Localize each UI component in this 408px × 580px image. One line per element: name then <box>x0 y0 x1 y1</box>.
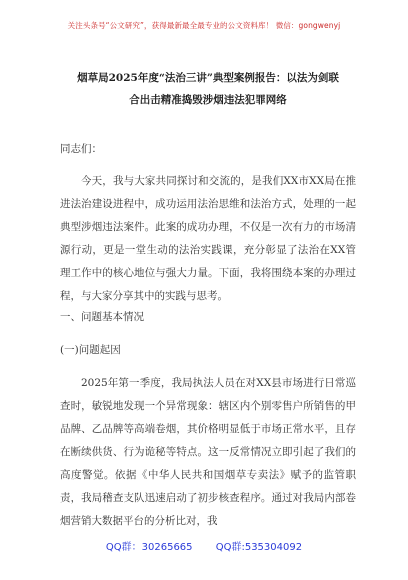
document-title-line-1: 烟草局2025年度“法治三讲”典型案例报告：以法为剑联 <box>77 72 339 84</box>
paragraph-intro: 今天，我与大家共同探讨和交流的，是我们XX市XX局在推进法治建设进程中，成功运用法治思维和法治方式，处理的一起典型涉烟违法案件。此案的成功办理，不仅是一次有力的市场清源行动，更是一堂生动的法治实践课，充分彰显了法治在XX管理工作中的核心地位与强大力量。下面，我将围绕本案的办理过程，与大家分享其中的实践与思考。 <box>60 175 356 302</box>
paragraph-problem-cause: 2025年第一季度，我局执法人员在对XX县市场进行日常巡查时，敏锐地发现一个异常现象：辖区内个别零售户所销售的甲品牌、乙品牌等高端卷烟，其价格明显低于市场正常水平，且存在断续供货、行为诡秘等特点。这一反常情况立即引起了我们的高度警觉。依据《中华人民共和国烟草专卖法》赋予的监管职责，我局稽查支队迅速启动了初步核查程序。通过对我局内部卷烟营销大数据平台的分析比对，我 <box>60 377 356 527</box>
greeting: 同志们： <box>60 143 102 155</box>
document-title-line-2: 合出击精准捣毁涉烟违法犯罪网络 <box>129 94 287 106</box>
footer-qq-group-1: QQ群：30265665 <box>105 542 193 553</box>
section-heading: 一、问题基本情况 <box>60 311 144 323</box>
subsection-heading: (一)问题起因 <box>60 344 121 356</box>
footer <box>0 538 408 553</box>
footer-qq-group-2: QQ群:535304092 <box>215 542 303 553</box>
header-banner: 关注头条号“公文研究”，获得最新最全最专业的公文资料库！ 微信：gongwenyj <box>67 21 341 30</box>
